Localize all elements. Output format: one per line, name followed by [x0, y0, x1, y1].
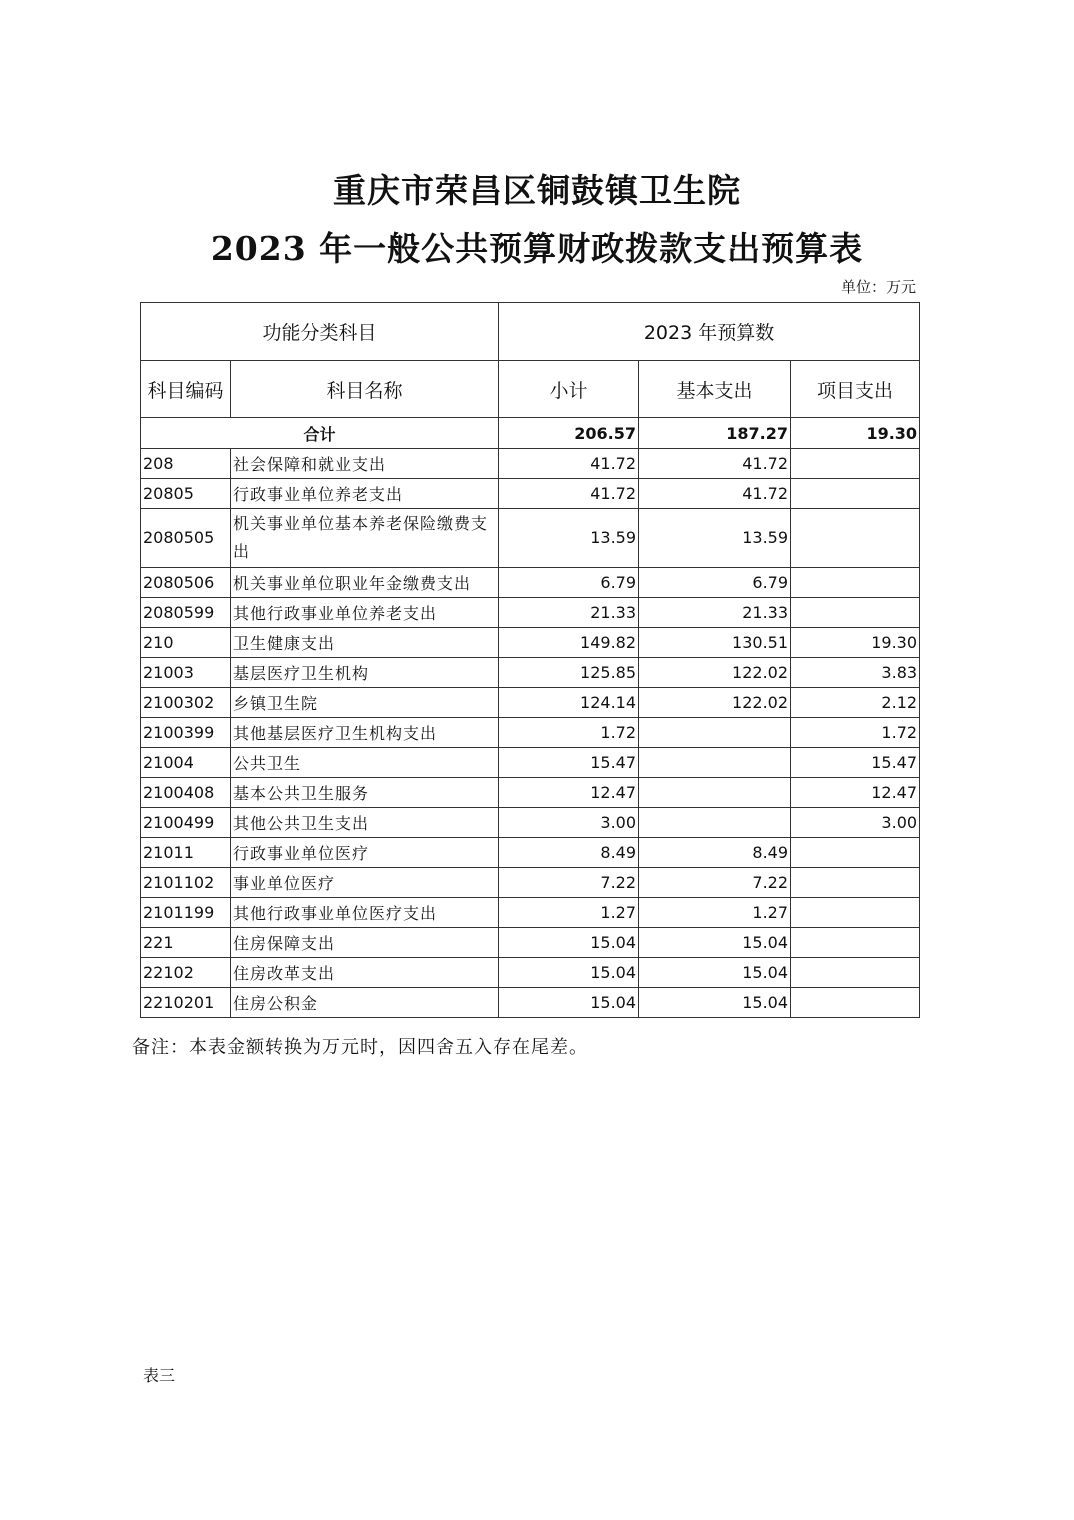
row-basic: 122.02: [639, 688, 791, 718]
footnote: 备注：本表金额转换为万元时，因四舍五入存在尾差。: [132, 1037, 588, 1058]
row-code: 2080505: [141, 509, 231, 568]
total-label: 合计: [141, 418, 499, 449]
row-code: 21004: [141, 748, 231, 778]
row-subtotal: 1.72: [499, 718, 639, 748]
row-name: 机关事业单位基本养老保险缴费支出: [231, 509, 499, 568]
row-basic: 15.04: [639, 928, 791, 958]
row-subtotal: 1.27: [499, 898, 639, 928]
row-name: 公共卫生: [231, 748, 499, 778]
row-project: 15.47: [791, 748, 920, 778]
row-code: 2101102: [141, 868, 231, 898]
table-row: [141, 449, 920, 479]
row-name: 基层医疗卫生机构: [231, 658, 499, 688]
row-project: 2.12: [791, 688, 920, 718]
table-number: 表三: [143, 1366, 176, 1385]
row-project: [791, 988, 920, 1018]
header-subtotal: 小计: [499, 361, 639, 418]
row-basic: 130.51: [639, 628, 791, 658]
budget-table: [140, 302, 920, 1018]
row-project: [791, 838, 920, 868]
table-row: [141, 898, 920, 928]
total-subtotal: 206.57: [499, 418, 639, 449]
row-project: 3.83: [791, 658, 920, 688]
row-project: [791, 958, 920, 988]
row-code: 2080506: [141, 568, 231, 598]
row-project: [791, 449, 920, 479]
row-code: 221: [141, 928, 231, 958]
row-basic: 41.72: [639, 479, 791, 509]
row-code: 2100399: [141, 718, 231, 748]
row-basic: 13.59: [639, 509, 791, 568]
row-subtotal: 15.47: [499, 748, 639, 778]
table-row: [141, 748, 920, 778]
header-basic: 基本支出: [639, 361, 791, 418]
table-row: [141, 718, 920, 748]
row-project: [791, 928, 920, 958]
header-row-1: [141, 303, 920, 361]
row-code: 2100408: [141, 778, 231, 808]
row-code: 22102: [141, 958, 231, 988]
row-name: 其他行政事业单位养老支出: [231, 598, 499, 628]
row-subtotal: 41.72: [499, 479, 639, 509]
row-code: 2210201: [141, 988, 231, 1018]
row-basic: [639, 748, 791, 778]
row-name: 住房保障支出: [231, 928, 499, 958]
row-basic: 41.72: [639, 449, 791, 479]
row-subtotal: 149.82: [499, 628, 639, 658]
row-name: 住房公积金: [231, 988, 499, 1018]
row-basic: 6.79: [639, 568, 791, 598]
header-name: 科目名称: [231, 361, 499, 418]
row-subtotal: 41.72: [499, 449, 639, 479]
row-project: [791, 479, 920, 509]
row-basic: 1.27: [639, 898, 791, 928]
table-row: [141, 958, 920, 988]
row-subtotal: 15.04: [499, 958, 639, 988]
page-title: 重庆市荣昌区铜鼓镇卫生院: [333, 171, 741, 210]
row-subtotal: 7.22: [499, 868, 639, 898]
row-subtotal: 125.85: [499, 658, 639, 688]
row-basic: 15.04: [639, 988, 791, 1018]
table-row: [141, 479, 920, 509]
row-basic: [639, 778, 791, 808]
row-subtotal: 3.00: [499, 808, 639, 838]
header-budget-year: 2023 年预算数: [499, 303, 920, 361]
row-name: 其他公共卫生支出: [231, 808, 499, 838]
row-name: 事业单位医疗: [231, 868, 499, 898]
row-project: 1.72: [791, 718, 920, 748]
row-basic: 15.04: [639, 958, 791, 988]
total-basic: 187.27: [639, 418, 791, 449]
row-subtotal: 8.49: [499, 838, 639, 868]
row-code: 208: [141, 449, 231, 479]
header-code: 科目编码: [141, 361, 231, 418]
row-project: 3.00: [791, 808, 920, 838]
row-project: [791, 898, 920, 928]
table-row: [141, 808, 920, 838]
page-subtitle: 2023 年一般公共预算财政拨款支出预算表: [210, 229, 864, 268]
row-code: 2100499: [141, 808, 231, 838]
row-code: 21003: [141, 658, 231, 688]
row-basic: [639, 718, 791, 748]
row-code: 210: [141, 628, 231, 658]
header-project: 项目支出: [791, 361, 920, 418]
row-name: 机关事业单位职业年金缴费支出: [231, 568, 499, 598]
row-name: 乡镇卫生院: [231, 688, 499, 718]
row-basic: 21.33: [639, 598, 791, 628]
row-code: 2100302: [141, 688, 231, 718]
row-basic: [639, 808, 791, 838]
header-func-class: 功能分类科目: [141, 303, 499, 361]
unit-label: 单位：万元: [840, 278, 916, 296]
header-row-2: [141, 361, 920, 418]
row-subtotal: 12.47: [499, 778, 639, 808]
table-row: [141, 598, 920, 628]
row-basic: 7.22: [639, 868, 791, 898]
row-subtotal: 15.04: [499, 928, 639, 958]
row-name: 社会保障和就业支出: [231, 449, 499, 479]
row-project: [791, 868, 920, 898]
table-row: [141, 658, 920, 688]
row-name: 住房改革支出: [231, 958, 499, 988]
row-name: 行政事业单位养老支出: [231, 479, 499, 509]
table-row: [141, 868, 920, 898]
table-row: [141, 988, 920, 1018]
row-name: 行政事业单位医疗: [231, 838, 499, 868]
row-name: 其他基层医疗卫生机构支出: [231, 718, 499, 748]
row-name: 卫生健康支出: [231, 628, 499, 658]
table-row: [141, 928, 920, 958]
table-row: [141, 778, 920, 808]
table-row: [141, 688, 920, 718]
row-subtotal: 124.14: [499, 688, 639, 718]
row-basic: 122.02: [639, 658, 791, 688]
row-subtotal: 15.04: [499, 988, 639, 1018]
row-project: [791, 568, 920, 598]
row-code: 21011: [141, 838, 231, 868]
total-project: 19.30: [791, 418, 920, 449]
row-basic: 8.49: [639, 838, 791, 868]
row-project: [791, 509, 920, 568]
row-name: 基本公共卫生服务: [231, 778, 499, 808]
total-row: [141, 418, 920, 449]
table-row: [141, 568, 920, 598]
row-code: 2101199: [141, 898, 231, 928]
row-code: 20805: [141, 479, 231, 509]
row-subtotal: 13.59: [499, 509, 639, 568]
row-subtotal: 6.79: [499, 568, 639, 598]
table-row: [141, 509, 920, 568]
row-name: 其他行政事业单位医疗支出: [231, 898, 499, 928]
row-code: 2080599: [141, 598, 231, 628]
row-project: 12.47: [791, 778, 920, 808]
row-project: 19.30: [791, 628, 920, 658]
row-project: [791, 598, 920, 628]
table-row: [141, 838, 920, 868]
table-row: [141, 628, 920, 658]
row-subtotal: 21.33: [499, 598, 639, 628]
